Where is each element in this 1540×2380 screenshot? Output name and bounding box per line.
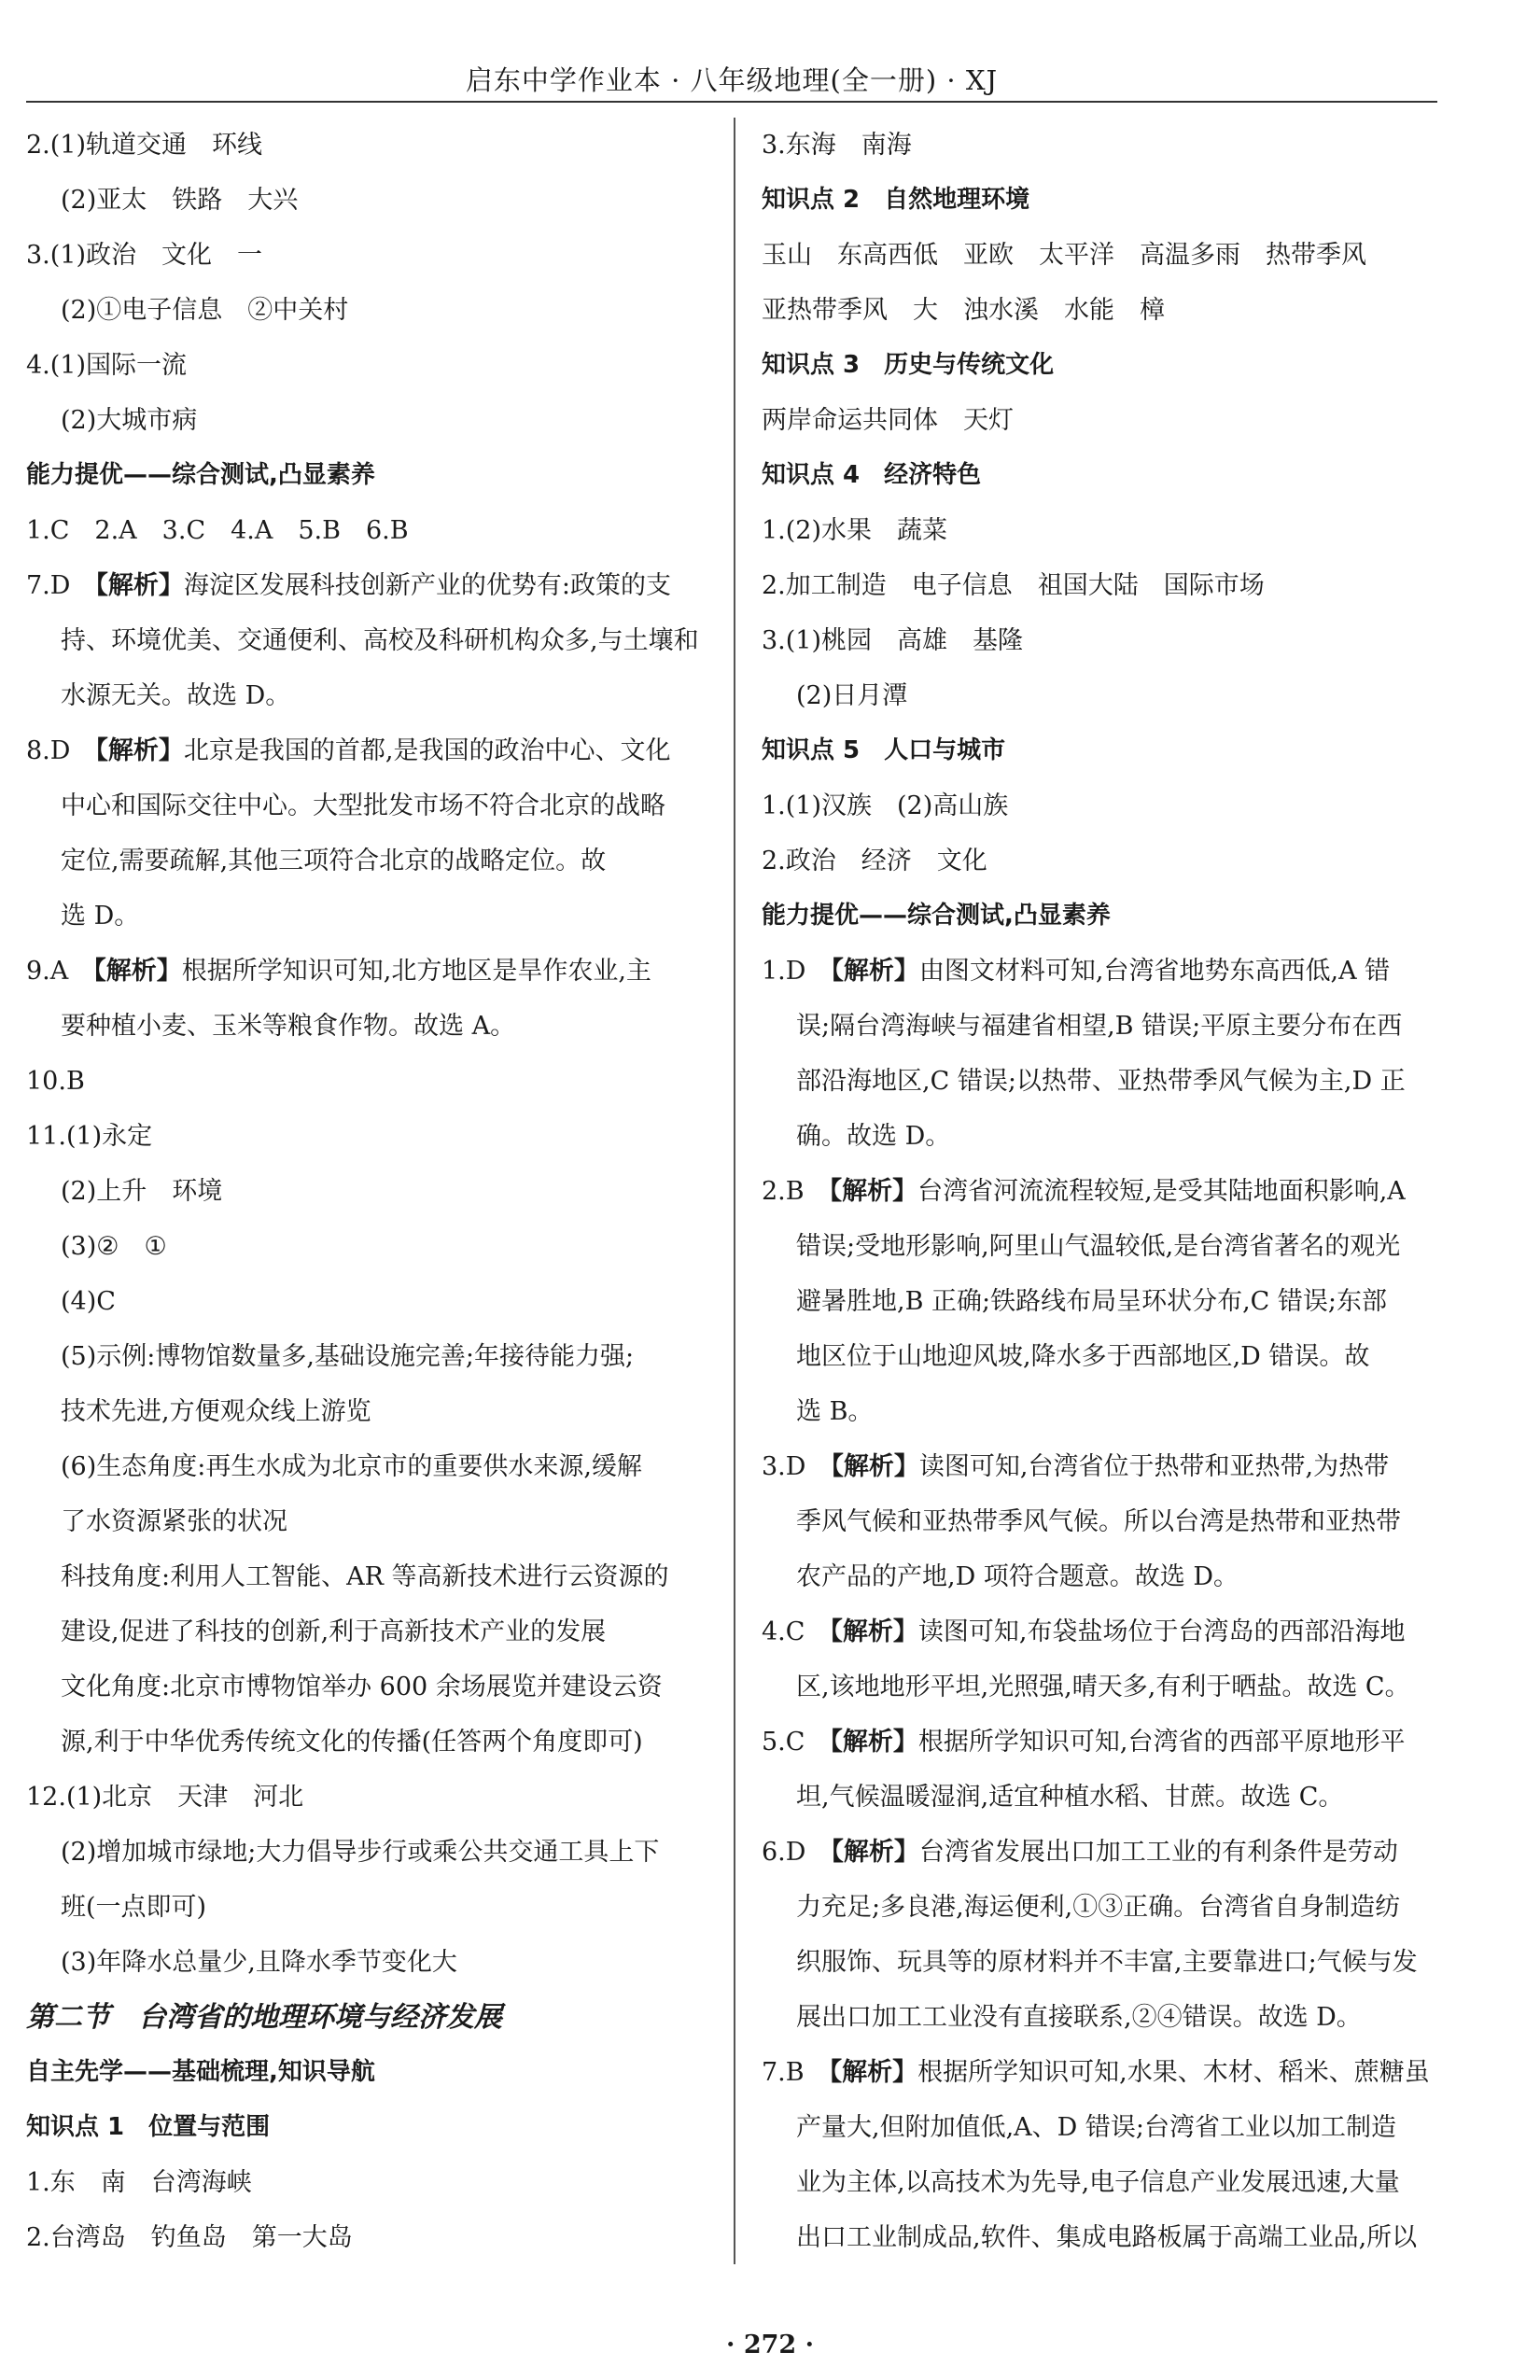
answer-line: 源,利于中华优秀传统文化的传播(任答两个角度即可) [61, 1728, 643, 1757]
answer-item [762, 944, 1438, 999]
analysis-text: 织服饰、玩具等的原材料并不丰富,主要靠进口;气候与发 [796, 1948, 1418, 1977]
analysis-tag: 【解析】 [829, 2058, 918, 2087]
analysis-text: 北京是我国的首都,是我国的政治中心、文化 [183, 736, 671, 765]
answer-number: 8.D [26, 736, 96, 765]
answer-item [762, 2045, 1438, 2100]
knowledge-point-heading: 知识点 3 历史与传统文化 [762, 351, 1055, 379]
answer-line: 12.(1)北京 天津 河北 [26, 1783, 304, 1812]
analysis-text: 区,该地地形平坦,光照强,晴天多,有利于晒盐。故选 C。 [796, 1673, 1410, 1701]
knowledge-point-heading: 知识点 4 经济特色 [762, 461, 982, 489]
answer-item [762, 1715, 1438, 1770]
answer-line: 文化角度:北京市博物馆举办 600 余场展览并建设云资 [61, 1673, 663, 1701]
answer-line: (2)日月潭 [796, 681, 908, 710]
answer-line: (2)亚太 铁路 大兴 [61, 186, 299, 215]
answer-line: 了水资源紧张的状况 [61, 1507, 287, 1536]
answer-number: 2.B [762, 1177, 830, 1206]
analysis-text: 中心和国际交往中心。大型批发市场不符合北京的战略 [61, 791, 665, 820]
analysis-tag: 【解析】 [831, 957, 919, 986]
answer-line: 3.东海 南海 [762, 131, 912, 160]
analysis-text: 持、环境优美、交通便利、高校及科研机构众多,与土壤和 [61, 626, 699, 655]
answer-line: 技术先进,方便观众线上游览 [61, 1397, 371, 1426]
answer-line: 3.(1)政治 文化 一 [26, 241, 263, 270]
running-header: 启东中学作业本 · 八年级地理(全一册) · XJ [465, 64, 999, 96]
answer-item [26, 944, 707, 999]
analysis-tag: 【解析】 [830, 1617, 918, 1646]
analysis-text: 水源无关。故选 D。 [61, 681, 291, 710]
answer-line: (2)上升 环境 [61, 1177, 223, 1206]
answer-number: 9.A [26, 957, 94, 986]
answer-number: 1.D [762, 957, 832, 986]
knowledge-point-heading: 知识点 1 位置与范围 [26, 2113, 271, 2141]
answer-line: 4.(1)国际一流 [26, 351, 188, 380]
answer-number: 4.C [762, 1617, 831, 1646]
analysis-text: 要种植小麦、玉米等粮食作物。故选 A。 [61, 1012, 516, 1041]
analysis-tag: 【解析】 [830, 1728, 918, 1757]
analysis-text: 根据所学知识可知,北方地区是旱作农业,主 [181, 957, 651, 986]
answer-line: (2)①电子信息 ②中关村 [61, 296, 349, 325]
answer-line: 2.(1)轨道交通 环线 [26, 131, 263, 160]
analysis-tag: 【解析】 [93, 957, 182, 986]
analysis-text: 定位,需要疏解,其他三项符合北京的战略定位。故 [61, 847, 607, 875]
answer-number: 7.B [762, 2058, 830, 2087]
answer-item [762, 1439, 1438, 1494]
analysis-text: 部沿海地区,C 错误;以热带、亚热带季风气候为主,D 正 [796, 1067, 1406, 1096]
analysis-text: 业为主体,以高技术为先导,电子信息产业发展迅速,大量 [796, 2168, 1400, 2197]
answer-line: 2.政治 经济 文化 [762, 847, 987, 875]
answer-item [762, 1164, 1438, 1219]
answer-line: (2)大城市病 [61, 406, 198, 435]
answer-line: 建设,促进了科技的创新,利于高新技术产业的发展 [61, 1617, 607, 1646]
analysis-text: 选 B。 [796, 1397, 874, 1426]
analysis-text: 由图文材料可知,台湾省地势东高西低,A 错 [918, 957, 1391, 986]
analysis-tag: 【解析】 [831, 1452, 919, 1481]
answer-line: 科技角度:利用人工智能、AR 等高新技术进行云资源的 [61, 1562, 669, 1591]
answer-item [26, 723, 707, 778]
subsection-heading: 能力提优——综合测试,凸显素养 [26, 461, 375, 489]
answer-line: 亚热带季风 大 浊水溪 水能 樟 [762, 296, 1165, 325]
answer-line: (2)增加城市绿地;大力倡导步行或乘公共交通工具上下 [61, 1838, 660, 1867]
answer-line: 10.B [26, 1067, 85, 1096]
answer-line: 1.(1)汉族 (2)高山族 [762, 791, 1009, 820]
analysis-tag: 【解析】 [95, 736, 184, 765]
answer-line: 2.台湾岛 钓鱼岛 第一大岛 [26, 2223, 353, 2252]
answer-number: 6.D [762, 1838, 832, 1867]
answer-line: (3)② ① [61, 1232, 167, 1261]
column-divider [734, 118, 735, 2264]
answer-line: 1.(2)水果 蔬菜 [762, 516, 948, 545]
analysis-text: 错误;受地形影响,阿里山气温较低,是台湾省著名的观光 [796, 1232, 1401, 1261]
answer-number: 5.C [762, 1728, 831, 1757]
analysis-text: 农产品的产地,D 项符合题意。故选 D。 [796, 1562, 1239, 1591]
answer-item [26, 558, 707, 613]
section-title: 第二节 台湾省的地理环境与经济发展 [26, 2001, 502, 2034]
page-number: · 272 · [726, 2331, 814, 2359]
analysis-tag: 【解析】 [831, 1838, 919, 1867]
subsection-heading: 能力提优——综合测试,凸显素养 [762, 902, 1111, 930]
analysis-text: 根据所学知识可知,水果、木材、稻米、蔗糖虽 [917, 2058, 1430, 2087]
analysis-text: 台湾省发展出口加工工业的有利条件是劳动 [918, 1838, 1398, 1867]
answer-line: (4)C [61, 1287, 116, 1316]
analysis-text: 误;隔台湾海峡与福建省相望,B 错误;平原主要分布在西 [796, 1012, 1403, 1041]
header-rule [26, 101, 1437, 103]
analysis-text: 选 D。 [61, 902, 140, 931]
analysis-text: 台湾省河流流程较短,是受其陆地面积影响,A [917, 1177, 1406, 1206]
answer-number: 3.D [762, 1452, 832, 1481]
subsection-heading: 自主先学——基础梳理,知识导航 [26, 2058, 375, 2086]
answer-line: 2.加工制造 电子信息 祖国大陆 国际市场 [762, 571, 1265, 600]
analysis-text: 坦,气候温暖湿润,适宜种植水稻、甘蔗。故选 C。 [796, 1783, 1344, 1812]
analysis-text: 季风气候和亚热带季风气候。所以台湾是热带和亚热带 [796, 1507, 1401, 1536]
knowledge-point-heading: 知识点 5 人口与城市 [762, 736, 1006, 764]
analysis-text: 出口工业制成品,软件、集成电路板属于高端工业品,所以 [796, 2223, 1418, 2252]
answer-item [762, 1825, 1438, 1880]
answer-line: 11.(1)永定 [26, 1122, 153, 1151]
answer-item [762, 1604, 1438, 1659]
answer-number: 7.D [26, 571, 96, 600]
answer-line: 两岸命运共同体 天灯 [762, 406, 1014, 435]
answer-line: 3.(1)桃园 高雄 基隆 [762, 626, 1024, 655]
answer-line: (3)年降水总量少,且降水季节变化大 [61, 1948, 457, 1977]
analysis-text: 根据所学知识可知,台湾省的西部平原地形平 [917, 1728, 1406, 1757]
answer-line: 1.C 2.A 3.C 4.A 5.B 6.B [26, 516, 409, 545]
analysis-tag: 【解析】 [95, 571, 184, 600]
answer-line: 玉山 东高西低 亚欧 太平洋 高温多雨 热带季风 [762, 241, 1366, 270]
analysis-text: 确。故选 D。 [796, 1122, 951, 1151]
analysis-text: 避暑胜地,B 正确;铁路线布局呈环状分布,C 错误;东部 [796, 1287, 1388, 1316]
analysis-text: 海淀区发展科技创新产业的优势有:政策的支 [183, 571, 672, 600]
analysis-tag: 【解析】 [829, 1177, 918, 1206]
answer-line: 班(一点即可) [61, 1893, 207, 1922]
analysis-text: 地区位于山地迎风坡,降水多于西部地区,D 错误。故 [796, 1342, 1370, 1371]
answer-line: 1.东 南 台湾海峡 [26, 2168, 252, 2197]
answer-line: (6)生态角度:再生水成为北京市的重要供水来源,缓解 [61, 1452, 642, 1481]
analysis-text: 产量大,但附加值低,A、D 错误;台湾省工业以加工制造 [796, 2113, 1396, 2142]
analysis-text: 展出口加工工业没有直接联系,②④错误。故选 D。 [796, 2003, 1362, 2032]
answer-line: (5)示例:博物馆数量多,基础设施完善;年接待能力强; [61, 1342, 635, 1371]
left-column [26, 118, 707, 2265]
knowledge-point-heading: 知识点 2 自然地理环境 [762, 186, 1030, 214]
right-column [762, 118, 1438, 2265]
analysis-text: 读图可知,布袋盐场位于台湾岛的西部沿海地 [917, 1617, 1406, 1646]
analysis-text: 读图可知,台湾省位于热带和亚热带,为热带 [918, 1452, 1390, 1481]
analysis-text: 力充足;多良港,海运便利,①③正确。台湾省自身制造纺 [796, 1893, 1401, 1922]
